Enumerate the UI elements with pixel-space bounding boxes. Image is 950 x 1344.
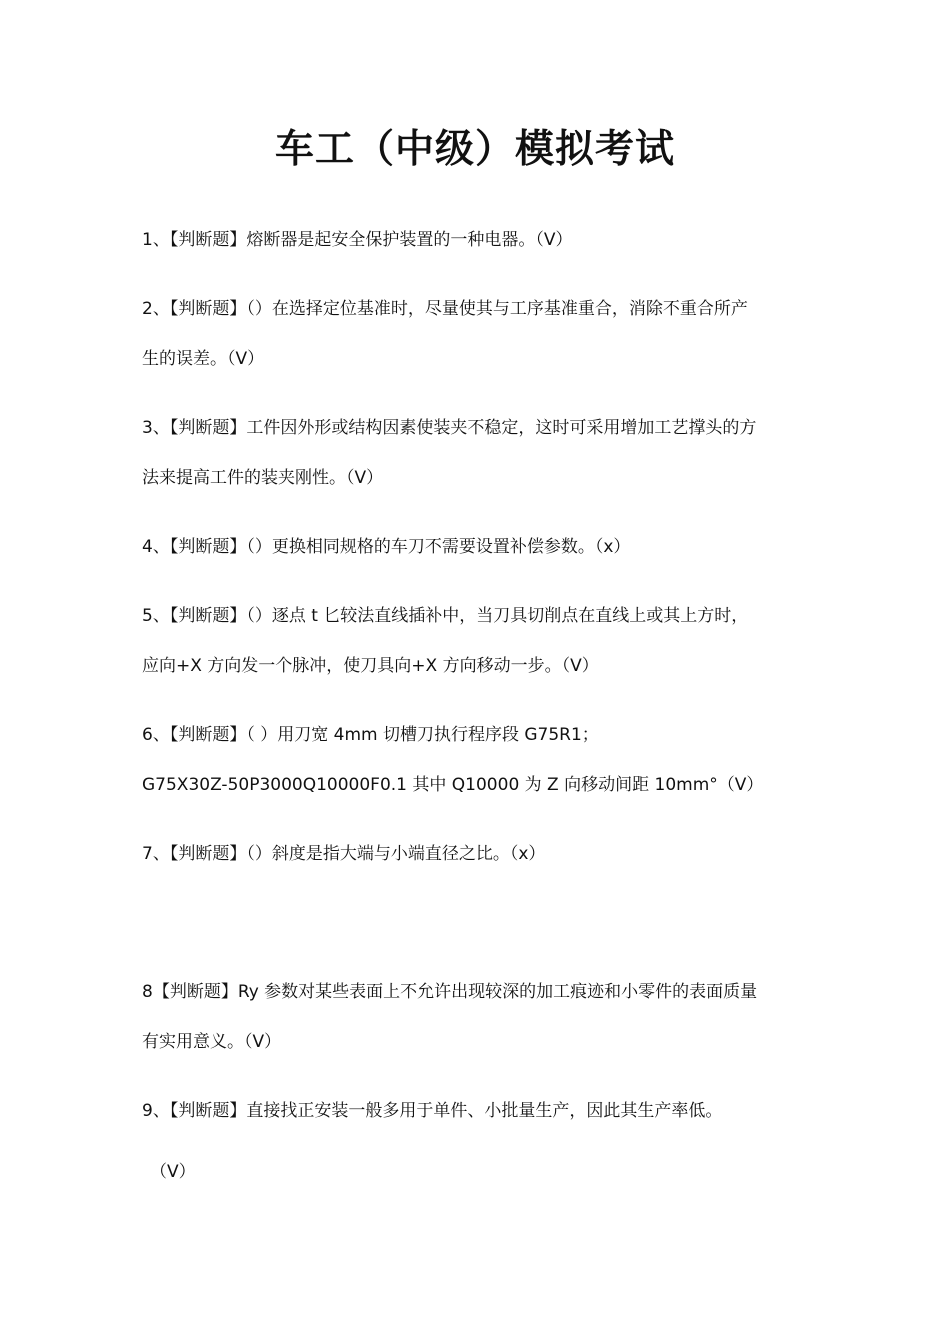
question-line: 7、【判断题】（）斜度是指大端与小端直径之比。（x） (142, 844, 546, 864)
question-line: 有实用意义。（V） (142, 1032, 282, 1052)
question-line: 4、【判断题】（）更换相同规格的车刀不需要设置补偿参数。（x） (142, 537, 631, 557)
question-line: 生的误差。（V） (142, 349, 265, 369)
question-line: 6、【判断题】（ ）用刀宽 4mm 切槽刀执行程序段 G75R1； (142, 725, 599, 745)
page-title: 车工（中级）模拟考试 (274, 127, 675, 172)
question-line: 3、【判断题】工件因外形或结构因素使装夹不稳定，这时可采用增加工艺撑头的方 (142, 418, 757, 438)
question-line: 5、【判断题】（）逐点 t 匕较法直线插补中，当刀具切削点在直线上或其上方时， (142, 606, 749, 626)
question-line: G75X30Z-50P3000Q10000F0.1 其中 Q10000 为 Z 向移动间距 10mm°（V） (142, 775, 764, 795)
question-line: （V） (150, 1162, 196, 1182)
question-line: 8【判断题】Ry 参数对某些表面上不允许出现较深的加工痕迹和小零件的表面质量 (142, 982, 758, 1002)
question-line: 2、【判断题】（）在选择定位基准时，尽量使其与工序基准重合，消除不重合所产 (142, 299, 748, 319)
question-line: 9、【判断题】直接找正安装一般多用于单件、小批量生产，因此其生产率低。 (142, 1101, 723, 1121)
question-line: 1、【判断题】熔断器是起安全保护装置的一种电器。（V） (142, 230, 573, 250)
question-line: 法来提高工件的装夹刚性。（V） (142, 468, 384, 488)
question-line: 应向+X 方向发一个脉冲，使刀具向+X 方向移动一步。（V） (142, 656, 599, 676)
